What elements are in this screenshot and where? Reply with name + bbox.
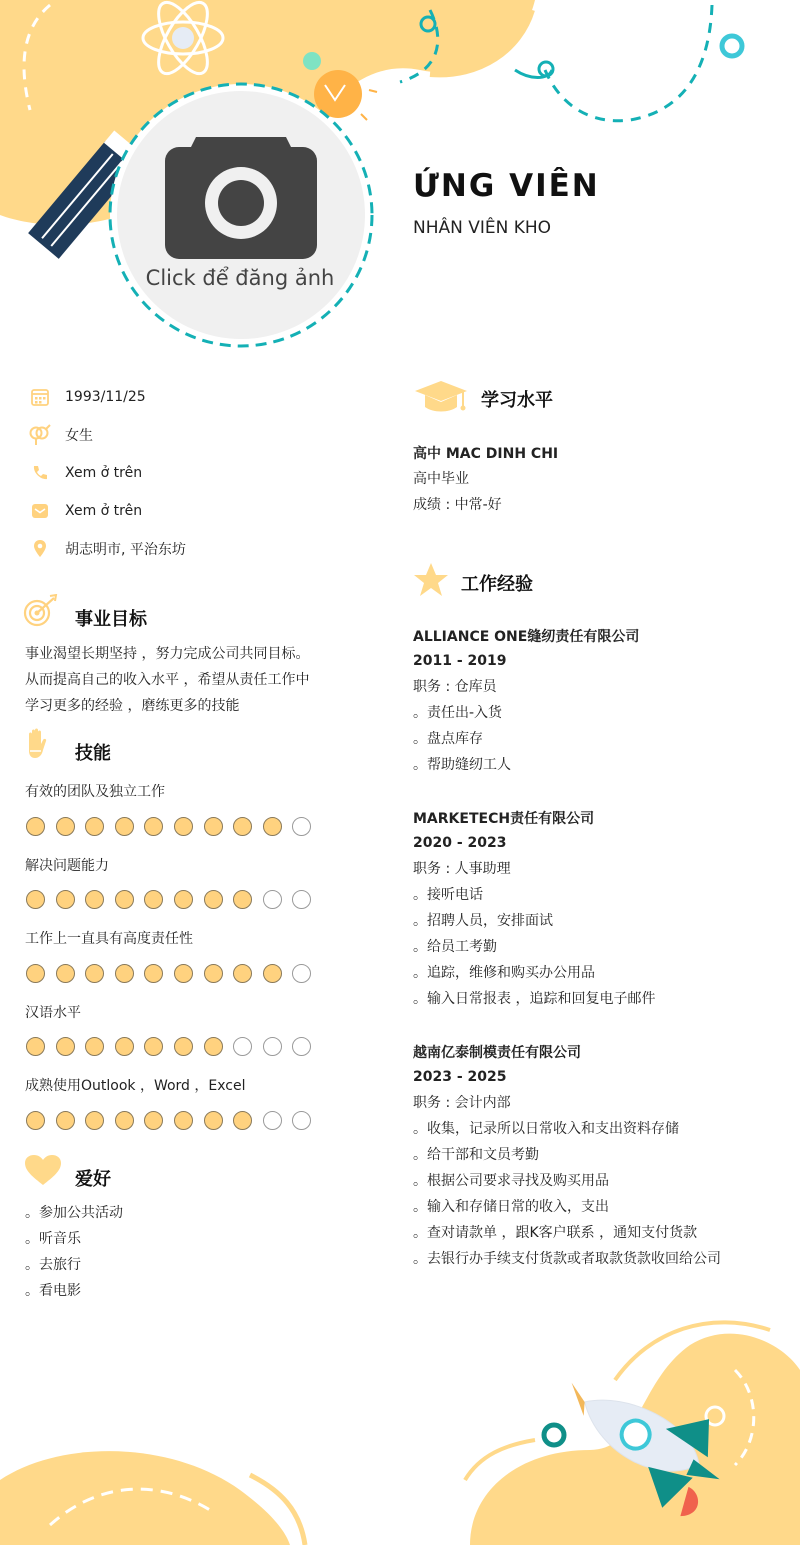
contact-address [28, 537, 186, 561]
contact-phone [28, 461, 143, 485]
candidate-role: NHÂN VIÊN KHO [413, 218, 552, 238]
rating-dot-filled [144, 964, 163, 983]
job-company: ALLIANCE ONE缝纫责任有限公司 [413, 629, 640, 645]
contact-text: 胡志明市, 平治东坊 [65, 542, 186, 558]
skill-label: 有效的团队及独立工作 [25, 784, 165, 800]
rating-dot-filled [263, 964, 282, 983]
rating-dot-filled [115, 817, 134, 836]
rating-dot-filled [56, 964, 75, 983]
skill-label: 解决问题能力 [25, 858, 109, 874]
upload-photo-label[interactable]: Click để đăng ảnh [145, 266, 335, 290]
rating-dot-filled [174, 1111, 193, 1130]
experience-title: 工作经验 [461, 574, 533, 595]
gender-icon [28, 423, 52, 447]
rating-dot-filled [26, 1111, 45, 1130]
rating-dot-filled [85, 964, 104, 983]
rating-dot-filled [85, 890, 104, 909]
rating-dot-filled [56, 1037, 75, 1056]
rating-dot-filled [174, 1037, 193, 1056]
skill-rating [25, 890, 325, 912]
job-period: 2023 - 2025 [413, 1069, 507, 1085]
rating-dot-filled [233, 890, 252, 909]
contact-text: 女生 [65, 428, 93, 444]
photo-upload-area[interactable] [110, 84, 372, 346]
rating-dot-empty [263, 1111, 282, 1130]
job-position: 职务 : 人事助理 [413, 861, 511, 877]
job-entry [413, 806, 655, 1012]
objective-line: 事业渴望长期坚持 ，努力完成公司共同目标。 [25, 646, 310, 662]
job-company: MARKETECH责任有限公司 [413, 811, 595, 827]
job-company: 越南亿泰制模责任有限公司 [413, 1045, 581, 1061]
job-duty: 。查对请款单 ，跟K客户联系 ，通知支付货款 [413, 1225, 698, 1241]
contact-text: 1993/11/25 [65, 389, 146, 405]
hobby-item: 。看电影 [25, 1283, 81, 1299]
skill-rating [25, 1111, 325, 1133]
job-duty: 。给干部和文员考勤 [413, 1147, 539, 1163]
skill-rating [25, 817, 325, 839]
rating-dot-empty [292, 964, 311, 983]
rating-dot-filled [26, 817, 45, 836]
job-duty: 。追踪，维修和购买办公用品 [413, 965, 595, 981]
skill-label: 汉语水平 [25, 1005, 81, 1021]
job-duty: 。输入日常报表 ，追踪和回复电子邮件 [413, 991, 656, 1007]
job-entry [413, 624, 639, 778]
rating-dot-empty [233, 1037, 252, 1056]
target-icon [23, 594, 59, 632]
contact-text: Xem ở trên [65, 503, 143, 519]
rating-dot-filled [174, 964, 193, 983]
hobbies-list [25, 1200, 123, 1304]
rating-dot-filled [144, 1111, 163, 1130]
rating-dot-filled [204, 817, 223, 836]
calendar-icon [28, 385, 52, 409]
rating-dot-filled [204, 964, 223, 983]
rating-dot-filled [144, 890, 163, 909]
rating-dot-filled [85, 1037, 104, 1056]
rating-dot-filled [233, 817, 252, 836]
rating-dot-filled [204, 890, 223, 909]
rating-dot-filled [26, 890, 45, 909]
rating-dot-empty [292, 817, 311, 836]
hobbies-title: 爱好 [75, 1169, 111, 1190]
rating-dot-filled [115, 964, 134, 983]
job-entry [413, 1040, 721, 1272]
rating-dot-filled [233, 964, 252, 983]
grade: 成绩 : 中常-好 [413, 497, 502, 513]
job-position: 职务 : 仓库员 [413, 679, 497, 695]
job-period: 2011 - 2019 [413, 653, 507, 669]
rating-dot-filled [204, 1037, 223, 1056]
objective-text [25, 641, 309, 719]
location-icon [28, 537, 52, 561]
job-duty: 。帮助缝纫工人 [413, 757, 511, 773]
skill-rating [25, 964, 325, 986]
job-duty: 。去银行办手续支付货款或者取款货款收回给公司 [413, 1251, 721, 1267]
objective-line: 从而提高自己的收入水平 ，希望从责任工作中 [25, 672, 310, 688]
job-duty: 。盘点库存 [413, 731, 483, 747]
contact-email [28, 499, 143, 523]
hobby-item: 。听音乐 [25, 1231, 81, 1247]
skills-title: 技能 [75, 743, 111, 764]
contact-text: Xem ở trên [65, 465, 143, 481]
job-duty: 。给员工考勤 [413, 939, 497, 955]
rating-dot-filled [115, 890, 134, 909]
job-duty: 。接听电话 [413, 887, 483, 903]
rating-dot-empty [292, 1037, 311, 1056]
rating-dot-filled [85, 1111, 104, 1130]
rating-dot-filled [85, 817, 104, 836]
job-position: 职务 : 会计内部 [413, 1095, 511, 1111]
rating-dot-empty [292, 1111, 311, 1130]
skill-rating [25, 1037, 325, 1059]
rating-dot-empty [263, 1037, 282, 1056]
rating-dot-filled [144, 1037, 163, 1056]
rating-dot-filled [263, 817, 282, 836]
hobby-item: 。参加公共活动 [25, 1205, 123, 1221]
job-duty: 。收集，记录所以日常收入和支出资料存储 [413, 1121, 679, 1137]
rating-dot-filled [26, 964, 45, 983]
job-duty: 。招聘人员，安排面试 [413, 913, 553, 929]
objective-line: 学习更多的经验 ，磨练更多的技能 [25, 698, 240, 714]
rating-dot-filled [56, 890, 75, 909]
rating-dot-filled [204, 1111, 223, 1130]
email-icon [28, 499, 52, 523]
job-duty: 。输入和存储日常的收入，支出 [413, 1199, 609, 1215]
degree: 高中毕业 [413, 471, 469, 487]
school-name: 高中 MAC DINH CHI [413, 446, 559, 462]
rating-dot-filled [144, 817, 163, 836]
candidate-name: ỨNG VIÊN [413, 168, 600, 204]
job-period: 2020 - 2023 [413, 835, 507, 851]
skill-label: 成熟使用Outlook ，Word ，Excel [25, 1078, 246, 1094]
contact-birthdate [28, 385, 146, 409]
skill-label: 工作上一直具有高度责任性 [25, 931, 193, 947]
rating-dot-filled [174, 817, 193, 836]
rating-dot-empty [292, 890, 311, 909]
contact-gender [28, 423, 93, 447]
hand-icon [25, 728, 49, 764]
job-duty: 。责任出-入货 [413, 705, 503, 721]
rating-dot-filled [26, 1037, 45, 1056]
star-icon [413, 562, 449, 602]
education-title: 学习水平 [481, 390, 553, 411]
job-duty: 。根据公司要求寻找及购买用品 [413, 1173, 609, 1189]
rating-dot-empty [263, 890, 282, 909]
rating-dot-filled [56, 1111, 75, 1130]
rating-dot-filled [174, 890, 193, 909]
rating-dot-filled [115, 1111, 134, 1130]
phone-icon [28, 461, 52, 485]
objective-title: 事业目标 [75, 609, 147, 630]
rating-dot-filled [233, 1111, 252, 1130]
heart-icon [24, 1154, 62, 1190]
rating-dot-filled [115, 1037, 134, 1056]
hobby-item: 。去旅行 [25, 1257, 81, 1273]
rating-dot-filled [56, 817, 75, 836]
graduation-cap-icon [413, 379, 469, 419]
